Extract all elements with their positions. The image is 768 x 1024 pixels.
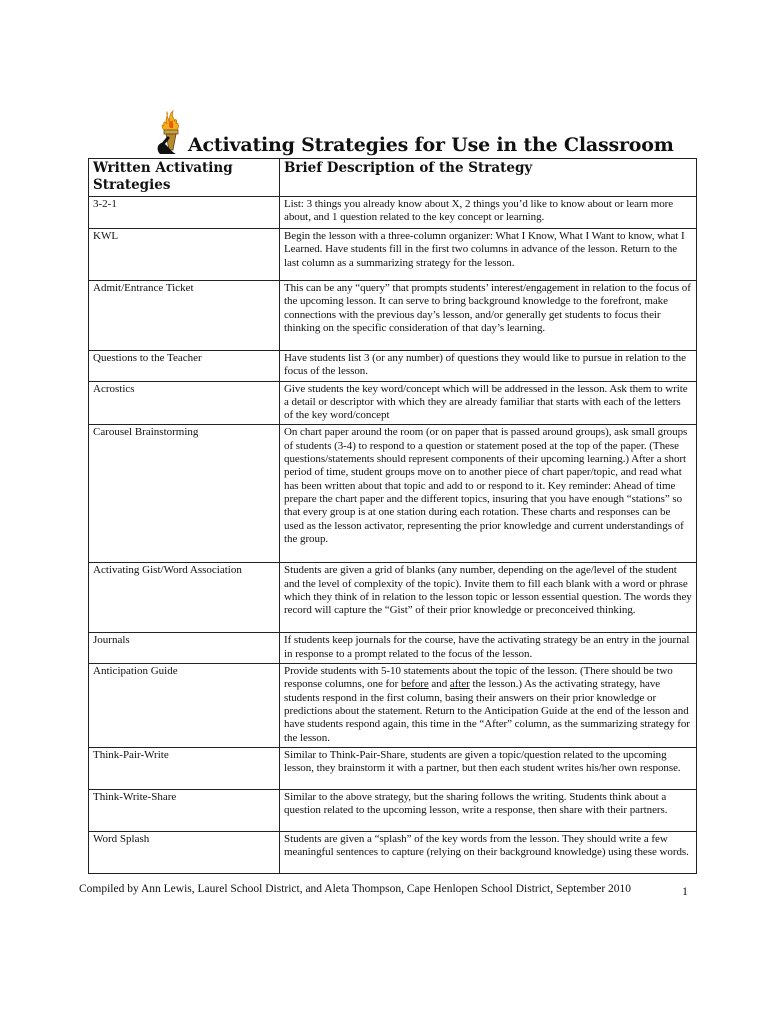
page-number: 1 [682,884,688,898]
strategy-description: Provide students with 5-10 statements about the topic of the lesson. (There should be two response columns, one for before and after the lesson.) As the activating strategy, have students respond in the first column, basing their answers on their prior knowledge or predictions about the statement. Return to the Anticipation Guide at the end of the lesson and have students respond again, this time in the “After” column, as the summarizing strategy for the lesson. [280,664,697,748]
strategies-table [88,158,697,874]
document-title: Activating Strategies for Use in the Classroom [188,134,674,156]
table-row [89,831,697,873]
strategy-name: Questions to the Teacher [89,351,280,382]
strategy-name: Acrostics [89,381,280,425]
table-row [89,197,697,229]
table-row [89,281,697,351]
strategy-description: Similar to Think-Pair-Share, students are given a topic/question related to the upcoming lesson, they brainstorm it with a partner, but then each student writes his/her own response. [280,747,697,789]
table-row [89,664,697,748]
strategy-description: List: 3 things you already know about X, 2 things you’d like to know about or learn more about, and 1 question related to the key concept or learning. [280,197,697,229]
table-header-row [89,159,697,197]
strategy-name: Journals [89,633,280,664]
strategy-name: Think-Write-Share [89,789,280,831]
strategy-name: Word Splash [89,831,280,873]
strategy-description: Give students the key word/concept which will be addressed in the lesson. Ask them to write a detail or descriptor with which they are already familiar that starts with each of the letters of the key word/concept [280,381,697,425]
strategy-description: If students keep journals for the course, have the activating strategy be an entry in the journal in response to a prompt related to the focus of the lesson. [280,633,697,664]
strategy-name: Carousel Brainstorming [89,425,280,563]
strategy-description: This can be any “query” that prompts students’ interest/engagement in relation to the focus of the upcoming lesson. It can serve to bring background knowledge to the forefront, make connections with the previous day’s lesson, and/or generally get students to focus their thinking on the specific consideration of that day’s learning. [280,281,697,351]
title-row [150,108,674,160]
table-row [89,381,697,425]
table-row [89,563,697,633]
torch-icon [156,110,186,156]
strategy-name: Admit/Entrance Ticket [89,281,280,351]
column-header-description: Brief Description of the Strategy [280,159,697,197]
table-row [89,633,697,664]
table-row [89,229,697,281]
table-row [89,351,697,382]
strategy-name: KWL [89,229,280,281]
table-row [89,425,697,563]
strategy-description: Students are given a “splash” of the key words from the lesson. They should write a few meaningful sentences to capture (relying on their background knowledge) using these words. [280,831,697,873]
strategy-name: Think-Pair-Write [89,747,280,789]
strategy-name: Anticipation Guide [89,664,280,748]
strategy-description: Have students list 3 (or any number) of questions they would like to pursue in relation to the focus of the lesson. [280,351,697,382]
strategy-description: Begin the lesson with a three-column organizer: What I Know, What I Want to know, what I Learned. Have students fill in the first two columns in advance of the lesson. Return to the last column as a summarizing strategy for the lesson. [280,229,697,281]
footer-credit: Compiled by Ann Lewis, Laurel School District, and Aleta Thompson, Cape Henlopen School District, September 2010 [79,883,632,895]
strategy-description: Similar to the above strategy, but the sharing follows the writing. Students think about a question related to the upcoming lesson, write a response, then share with their partners. [280,789,697,831]
strategy-name: Activating Gist/Word Association [89,563,280,633]
table-row [89,789,697,831]
strategy-name: 3-2-1 [89,197,280,229]
strategy-description: Students are given a grid of blanks (any number, depending on the age/level of the student and the level of complexity of the topic). Invite them to fill each blank with a word or phrase which they think of in relation to the lesson topic or lesson essential question. The words they record will capture the “Gist” of their prior knowledge or preconceived thinking. [280,563,697,633]
strategy-description: On chart paper around the room (or on paper that is passed around groups), ask small groups of students (3-4) to respond to a question or statement posed at the top of the paper. (These questions/statements should represent components of their upcoming learning.) After a short period of time, student groups move on to another piece of chart paper/topic, and read what has been written about that topic and add to or respond to it. Key reminder: Ahead of time prepare the chart paper and the different topics, insuring that you have enough “stations” so that every group is at one station during each rotation. These charts and responses can be used as the lesson activator, representing the prior knowledge and current understandings of the group. [280,425,697,563]
table-row [89,747,697,789]
column-header-strategy: Written Activating Strategies [89,159,280,197]
